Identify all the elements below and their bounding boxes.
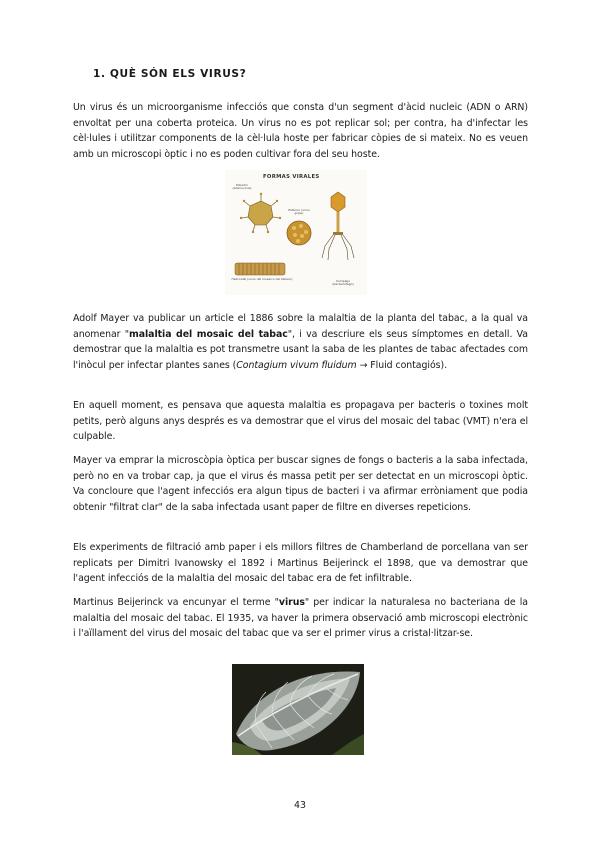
p6-text-start: Martinus Beijerinck va encunyar el terme " bbox=[73, 597, 279, 608]
p2-bold-term: malaltia del mosaic del tabac bbox=[129, 328, 288, 340]
tobacco-leaf-photo bbox=[232, 664, 364, 755]
section-heading: 1. QUÈ SÓN ELS VIRUS? bbox=[93, 68, 247, 80]
label-helical: Helicoidal (virus del mosaico del tabaco) bbox=[231, 277, 293, 281]
label-spherical: Esférico (virus gripe) bbox=[288, 208, 310, 216]
tobacco-leaf-image bbox=[232, 664, 364, 755]
p6-bold-term: virus bbox=[278, 597, 305, 608]
p2-text-start: Adolf Mayer va publicar un article el 1886 sobre la malaltia de la planta del tabac, a la qual va anomenar " bbox=[73, 313, 528, 340]
label-icosahedral: Poliedro (adenovirus) bbox=[232, 183, 252, 191]
paragraph-filtration: Els experiments de filtració amb paper i els millors filtres de Chamberland de porcellana van ser replicats per Dimitri Ivanowsky el 1892 i Martinus Beijerinck el 1898, que va demostrar que l'agent infecciós de la malaltia del mosaic del tabac era de fet infiltrable. bbox=[73, 542, 528, 585]
spherical-virus-icon bbox=[287, 221, 311, 245]
p2-italic-term: Contagium vivum fluidum bbox=[236, 360, 357, 372]
paragraph-microscopy: Mayer va emprar la microscòpia òptica per buscar signes de fongs o bacteris a la saba infectada, però no en va trobar cap, ja que el virus és massa petit per ser detectat en un microscopi òptic. Va concloure que l'agent infecciós era algun tipus de bacteri i va afirmar erròniament que podia obtenir "filtrat clar" de la saba infectada usant paper de filtre en diverses repeticions. bbox=[73, 455, 528, 514]
figure-title: FORMAS VIRALES bbox=[263, 174, 320, 180]
paragraph-definition: Un virus és un microorganisme infecciós que consta d'un segment d'àcid nucleic (ADN o ARN) envoltat per una coberta proteica. Un virus no es pot replicar sol; per contra, ha d'infectar les cèl·lules i utilitzar components de la cèl·lula hoste per fabricar còpies de si mateix. No es veuen amb un microscopi òptic i no es poden cultivar fora del seu hoste. bbox=[73, 102, 528, 161]
viral-forms-figure bbox=[225, 170, 367, 295]
p6-text-end: " per indicar la naturalesa no bacteriana de la malaltia del mosaic del tabac. El 1935, va haver la primera observació amb microscopi electrònic i l'aïllament del virus del mosaic del tabac que va ser el primer virus a cristal·litzar-se. bbox=[73, 597, 528, 640]
icosahedral-virus-icon bbox=[240, 193, 281, 233]
p2-text-middle: ", i va descriure els seus símptomes en detall. Va demostrar que la malaltia es pot transmetre usant la saba de les plantes de tabac afectades com l'inòcul per infectar plantes sanes ( bbox=[73, 328, 528, 372]
paragraph-beijerinck bbox=[73, 595, 528, 642]
p2-text-end: → Fluid contagiós). bbox=[356, 360, 447, 372]
label-complex: Complejo (bacteriófago) bbox=[332, 279, 354, 287]
page-number: 43 bbox=[294, 800, 306, 811]
bacteriophage-icon bbox=[322, 192, 354, 260]
helical-virus-icon bbox=[235, 263, 285, 275]
paragraph-mayer bbox=[73, 311, 528, 374]
paragraph-belief: En aquell moment, es pensava que aquesta malaltia es propagava per bacteris o toxines molt petits, però alguns anys després es va demostrar que el virus del mosaic del tabac (VMT) n'era el culpable. bbox=[73, 400, 528, 443]
